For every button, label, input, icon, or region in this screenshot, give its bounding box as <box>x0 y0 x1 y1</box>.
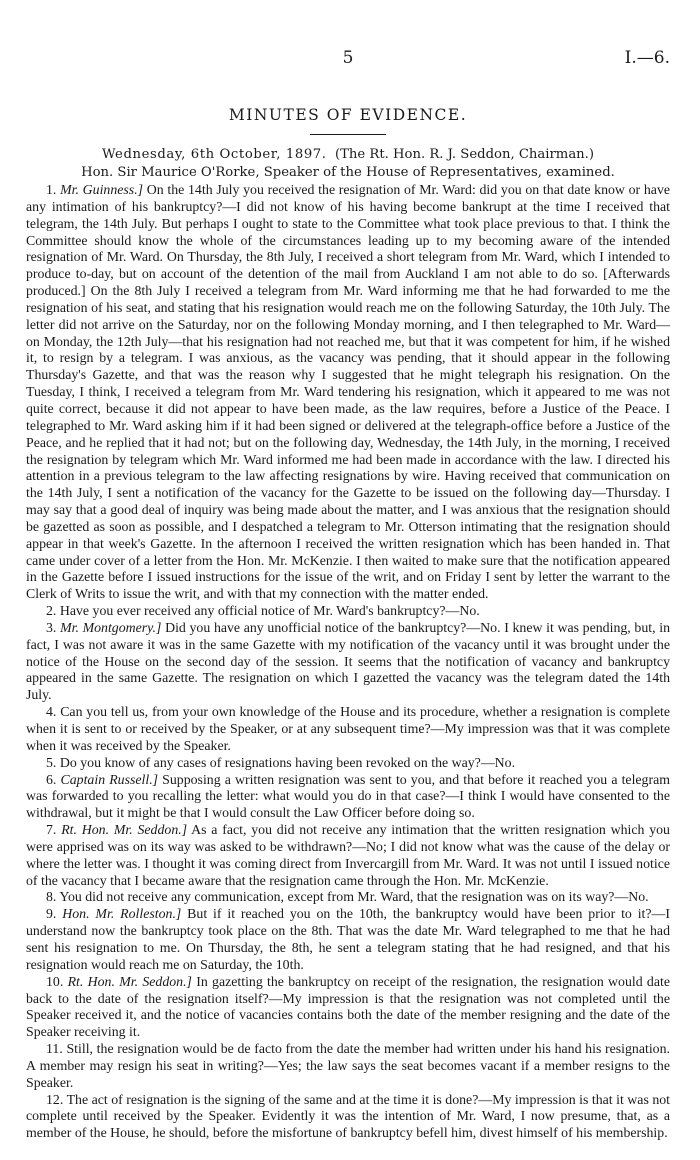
question-number: 10. <box>46 973 64 989</box>
question-answer-text: Did you have any unofficial notice of the bankruptcy?—No. I knew it was pending, but, in fact, I was not aware it was in the same Gazette with my notification of the vacancy until it was brought under the notice of the House on the second day of the session. It seems that the notification of vacancy and bankruptcy appeared in the same Gazette. The resignation on which I gazetted the vacancy was the telegram dated the 14th July. <box>26 619 670 703</box>
question-number: 1. <box>46 182 57 197</box>
question-answer-text: You did not receive any communication, except from Mr. Ward, that the resignation was on its way?—No. <box>59 889 649 905</box>
evidence-paragraph <box>26 822 670 889</box>
question-number: 12. <box>46 1091 64 1107</box>
question-answer-text: Can you tell us, from your own knowledge of the House and its procedure, whether a resignation is complete when it is sent to or received by the Speaker, or at any subsequent time?—My impression was that it was complete when it was received by the Speaker. <box>26 704 670 753</box>
document-reference: I.—6. <box>624 48 670 68</box>
evidence-paragraph <box>26 620 670 704</box>
question-number: 7. <box>46 822 57 838</box>
questioner-name: Captain Russell.] <box>60 771 159 787</box>
question-answer-text: Do you know of any cases of resignations having been revoked on the way?—No. <box>59 754 516 770</box>
question-number: 5. <box>46 754 57 770</box>
question-answer-text: On the 14th July you received the resignation of Mr. Ward: did you on that date know or have any intimation of his bankruptcy?—I did not know of his having become bankrupt at the time I received that telegram, the 14th July. But perhaps I ought to state to the Committee what took place previous to that. I think the Committee should know the whole of the circumstances leading up to my becoming aware of the intended resignation of Mr. Ward. On Thursday, the 8th July, I received a short telegram from Mr. Ward, which I intended to produce to-day, but on account of the detention of the mail from Auckland I am not able to do so. [Afterwards produced.] On the 8th July I received a telegram from Mr. Ward informing me that he had forwarded to me the resignation of his seat, and stating that his resignation would reach me on the following Saturday, the 10th July. The letter did not arrive on the Saturday, nor on the following Monday morning, and I then telegraphed to Mr. Ward—on Monday, the 12th July—that his resignation had not reached me, but that it was competent for him, if he wished it, to resign by a telegram. I was anxious, as the vacancy was pending, that it should appear in the following Thursday's Gazette, and that was the reason why I suggested that he might telegraph his resignation. On the Tuesday, I think, I received a telegram from Mr. Ward tendering his resignation, which it appeared to me was not quite correct, because it did not appear to have been made, as the law requires, before a Justice of the Peace. I telegraphed to Mr. Ward asking him if it had been signed or delivered at the telegraph-office before a Justice of the Peace, and he replied that it had not; but on the following day, Wednesday, the 14th July, in the morning, I received the resignation by telegram which Mr. Ward informed me had been made in accordance with the law. I directed his attention in a previous telegram to the law affecting resignations by wire. Having received that communication on the 14th July, I sent a notification of the vacancy for the Gazette to be issued on the following day—Thursday. I may say that a good deal of inquiry was being made about the matter, and I was anxious that the resignation should be gazetted as soon as possible, and I despatched a telegram to Mr. Otterson intimating that the resignation should appear in that week's Gazette. In the afternoon I received the written resignation which has been handed in. That came under cover of a letter from the Hon. Mr. McKenzie. I then waited to make sure that the notification appeared in the Gazette before I issued instructions for the issue of the writ, and on Friday I sent by letter the warrant to the Clerk of Writs to issue the writ, and with that my connection with the matter ended. <box>26 182 671 602</box>
chairman-note: (The Rt. Hon. R. J. Seddon, Chairman.) <box>334 147 595 162</box>
question-answer-text: Still, the resignation would be de facto from the date the member had written under his hand his resignation. A member may resign his seat in writing?—Yes; the law says the seat becomes vacant if a member resigns to the Speaker. <box>26 1041 670 1090</box>
evidence-paragraph <box>26 772 670 823</box>
question-answer-text: Have you ever received any official notice of Mr. Ward's bankruptcy?—No. <box>59 603 480 619</box>
questioner-name: Mr. Guinness.] <box>60 182 144 197</box>
questioner-name: Rt. Hon. Mr. Seddon.] <box>61 822 188 838</box>
question-answer-text: As a fact, you did not receive any intimation that the written resignation which you were apprised was on its way was asked to be withdrawn?—No; I did not know what was the cause of the delay or where the letter was. I thought it was coming direct from Invercargill from Mr. Ward. It was not until I issued notice of the vacancy that I became aware that the resignation came through the Hon. Mr. McKenzie. <box>26 822 670 888</box>
question-number: 8. <box>46 889 57 905</box>
questioner-name: Hon. Mr. Rolleston.] <box>62 906 182 922</box>
question-number: 11. <box>46 1041 63 1057</box>
question-number: 3. <box>46 619 57 635</box>
title-divider <box>310 134 386 135</box>
witness-line: Hon. Sir Maurice O'Rorke, Speaker of the House of Representatives, examined. <box>81 165 615 180</box>
evidence-paragraph <box>26 1092 670 1143</box>
page-number: 5 <box>342 48 354 68</box>
evidence-paragraph <box>26 906 670 973</box>
question-answer-text: Supposing a written resignation was sent to you, and that before it reached you a telegram was forwarded to you recalling the letter: what would you do in that case?—I think I would have consented to the withdrawal, but it might be that I would consult the Law Officer before doing so. <box>26 771 671 821</box>
evidence-paragraph <box>26 974 670 1041</box>
page-title: MINUTES OF EVIDENCE. <box>228 106 468 124</box>
page-header <box>26 34 670 68</box>
sitting-date: Wednesday, 6th October, 1897. <box>101 147 327 162</box>
question-number: 9. <box>46 906 57 922</box>
evidence-paragraph <box>26 889 670 906</box>
evidence-paragraph <box>26 755 670 772</box>
questioner-name: Rt. Hon. Mr. Seddon.] <box>67 973 192 989</box>
question-answer-text: The act of resignation is the signing of the same and at the time it is done?—My impression is that it was not complete until received by the Speaker. Evidently it was the intention of Mr. Ward, I now presume, that, as a member of the House, he should, before the misfortune of bankruptcy befell him, divest himself of his membership. <box>26 1091 671 1141</box>
sitting-date-line <box>26 147 670 162</box>
evidence-paragraph <box>26 1041 670 1092</box>
question-number: 2. <box>46 603 57 619</box>
evidence-paragraph <box>26 603 670 620</box>
evidence-paragraph <box>26 182 670 603</box>
question-number: 6. <box>46 771 57 787</box>
question-answer-text: In gazetting the bankruptcy on receipt of the resignation, the resignation would date back to the date of the resignation itself?—My impression is that the resignation was not completed until the Speaker received it, and the notice of vacancies contains both the date of the member resigning and the date of the Speaker receiving it. <box>26 973 670 1040</box>
question-answer-text: But if it reached you on the 10th, the bankruptcy would have been prior to it?—I understand now the bankruptcy took place on the 8th. That was the date Mr. Ward telegraphed to me that he had sent his resignation to me. On Thursday, the 8th, he sent a telegram stating that he had resigned, and that his resignation would reach me on Saturday, the 10th. <box>26 906 670 972</box>
questioner-name: Mr. Montgomery.] <box>60 619 162 635</box>
evidence-paragraph <box>26 704 670 755</box>
question-number: 4. <box>46 704 57 720</box>
evidence-body <box>26 182 670 1142</box>
